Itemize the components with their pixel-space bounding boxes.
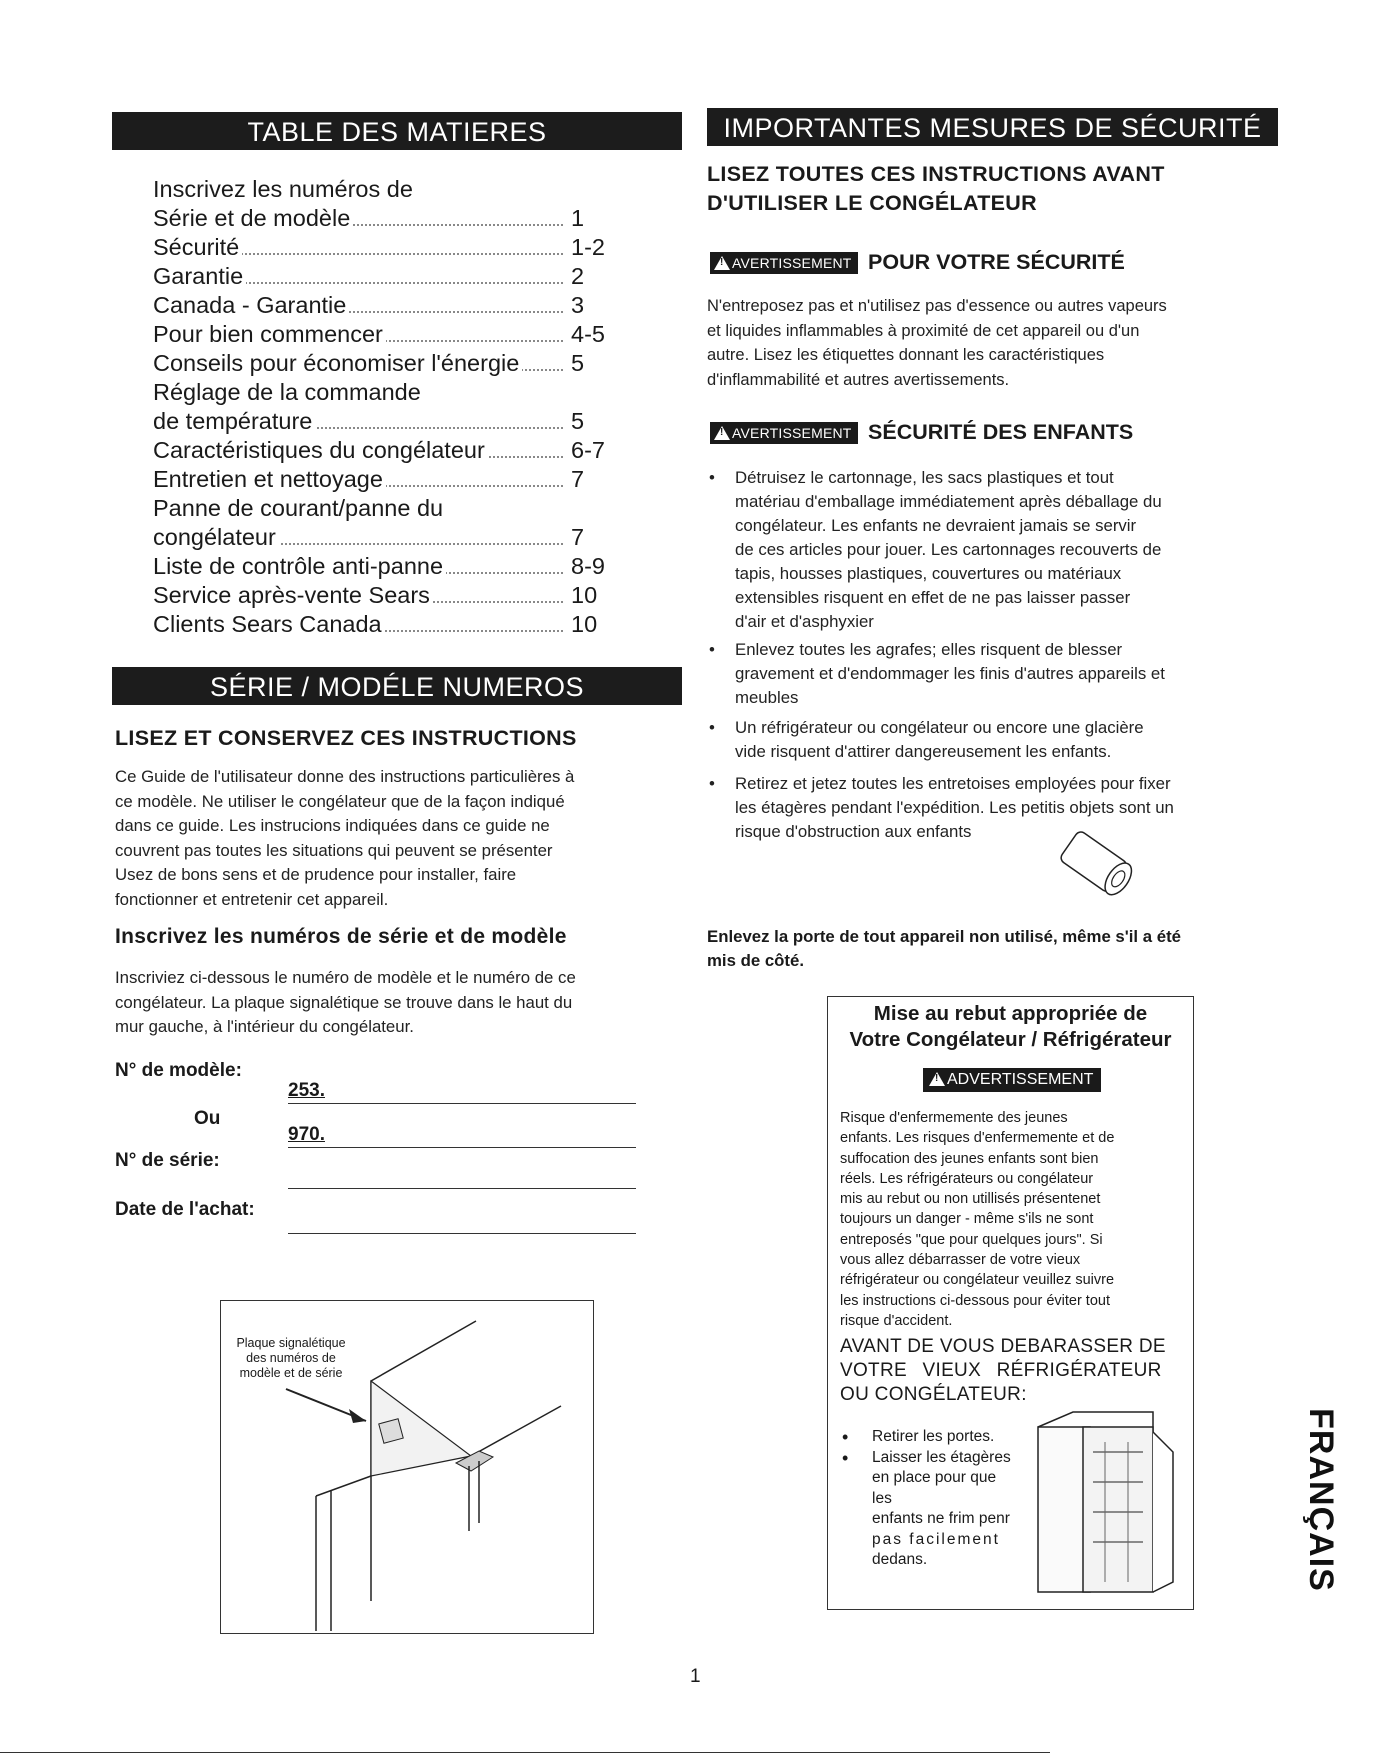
- enfants-bullet-line: meubles: [735, 688, 799, 707]
- serie-sub-body: [115, 966, 675, 1040]
- enfants-bullet-line: Détruisez le cartonnage, les sacs plastiques et tout: [735, 468, 1114, 487]
- dispose-body: [840, 1108, 1180, 1331]
- toc-entry: [153, 291, 603, 320]
- page-number: 1: [690, 1666, 701, 1687]
- toc-banner: [112, 112, 682, 150]
- toc-entry-label: Clients Sears Canada: [153, 610, 385, 639]
- bullet-dot: •: [842, 1447, 849, 1468]
- dispose-line: entreposés "que pour quelques jours". Si: [840, 1231, 1103, 1248]
- or-label: Ou: [194, 1108, 221, 1129]
- dispose-badge: [923, 1068, 1101, 1092]
- enfants-bullet-line: vide risquent d'attirer dangereusement les enfants.: [735, 742, 1112, 761]
- dispose-caps-line: OU CONGÉLATEUR:: [840, 1384, 1027, 1405]
- model-value[interactable]: 253.: [288, 1080, 325, 1101]
- bottom-rule: [0, 1752, 1050, 1753]
- enlevez-line: mis de côté.: [707, 951, 804, 970]
- bullet-dot: •: [709, 640, 715, 659]
- toc-entry-label: Garantie: [153, 262, 246, 291]
- model-label: N° de modèle:: [115, 1060, 242, 1081]
- serie-body-line: couvrent pas toutes les situations qui peuvent se présenter: [115, 840, 553, 860]
- language-side-tab: [1292, 1385, 1352, 1615]
- enfants-bullet-line: d'air et d'asphyxier: [735, 612, 874, 631]
- enfants-bullet-line: tapis, housses plastiques, couvertures ou matériaux: [735, 564, 1122, 583]
- enfants-bullet-line: risque d'obstruction aux enfants: [735, 822, 972, 841]
- toc-entry-page: 1-2: [571, 234, 605, 260]
- plate-illustration: [220, 1300, 594, 1634]
- dispose-badge-text: ADVERTISSEMENT: [947, 1071, 1094, 1088]
- warning-badge: [710, 252, 858, 274]
- dispose-line: vous allez débarrasser de votre vieux: [840, 1252, 1081, 1269]
- bullet-dot: •: [842, 1427, 849, 1447]
- dispose-bullet-text: Retirer les portes.: [872, 1428, 995, 1445]
- toc-entry-page: 6-7: [571, 437, 605, 463]
- serie-title: SÉRIE / MODÉLE NUMEROS: [209, 672, 585, 702]
- toc-text-line: Réglage de la commande: [153, 379, 421, 405]
- enfants-bullet-item: [709, 466, 1280, 634]
- dispose-line: réels. Les réfrigérateurs ou congélateur: [840, 1170, 1094, 1187]
- toc-entry-page: 8-9: [571, 553, 605, 579]
- toc-intro: Inscrivez les numéros de: [153, 176, 413, 202]
- warning-badge-text: AVERTISSEMENT: [732, 424, 852, 441]
- bullet-dot: •: [709, 468, 715, 487]
- pour-line: N'entreposez pas et n'utilisez pas d'essence ou autres vapeurs: [707, 297, 1167, 315]
- small-object-icon: [1040, 820, 1150, 910]
- pour-line: autre. Lisez les étiquettes donnant les caractéristiques: [707, 346, 1105, 364]
- dispose-bullet-item: [842, 1427, 1012, 1448]
- enfants-bullet-line: extensibles risquent en effet de ne pas laisser passer: [735, 588, 1131, 607]
- enfants-bullet-line: Retirez et jetez toutes les entretoises employées pour fixer: [735, 774, 1171, 793]
- dispose-bullet-text: en place pour que les: [872, 1469, 997, 1507]
- toc-entry-page: 5: [571, 408, 585, 434]
- dispose-line: risque d'accident.: [840, 1312, 953, 1329]
- plate-caption-line: des numéros de: [246, 1351, 336, 1365]
- enfants-bullet-line: Enlevez toutes les agrafes; elles risquent de blesser: [735, 640, 1123, 659]
- dispose-title-line: Votre Congélateur / Réfrigérateur: [849, 1028, 1172, 1051]
- serie-sub-line: Inscriviez ci-dessous le numéro de modèle et le numéro de ce: [115, 968, 576, 987]
- enlevez-line: Enlevez la porte de tout appareil non utilisé, même s'il a été: [707, 927, 1181, 946]
- warning-badge: [710, 422, 858, 444]
- serie-body-line: Usez de bons sens et de prudence pour installer, faire: [115, 865, 517, 884]
- safety-heading-line: LISEZ TOUTES CES INSTRUCTIONS AVANT: [707, 162, 1165, 186]
- dispose-line: mis au rebut ou non utillisés présentenet: [840, 1191, 1101, 1208]
- serie-sub-line: congélateur. La plaque signalétique se trouve dans le haut du: [115, 992, 573, 1012]
- date-label: Date de l'achat:: [115, 1199, 255, 1220]
- toc-entry-label: Service après-vente Sears: [153, 581, 433, 610]
- warning-triangle-icon: [929, 1072, 945, 1086]
- serie-banner: [112, 667, 682, 705]
- toc-entry-page: 1: [571, 205, 585, 231]
- toc-entry-page: 2: [571, 263, 585, 289]
- toc-entry: [153, 523, 603, 552]
- toc-entry-label: Sécurité: [153, 233, 242, 262]
- toc-entry-label: Liste de contrôle anti-panne: [153, 552, 446, 581]
- enfants-bullet-item: [709, 772, 1280, 844]
- toc-entry: [153, 581, 603, 610]
- toc-entry-page: 4-5: [571, 321, 605, 347]
- serie-subheading: Inscrivez les numéros de série et de modèle: [115, 925, 567, 948]
- enfants-bullet-line: de ces articles pour jouer. Les cartonnages recouverts de: [735, 540, 1162, 559]
- dispose-line: les instructions ci-dessous pour éviter tout: [840, 1292, 1110, 1309]
- dispose-bullets: [842, 1427, 1012, 1571]
- toc-entry-label: Conseils pour économiser l'énergie: [153, 349, 522, 378]
- toc-entry: [153, 465, 603, 494]
- toc-entry-label: congélateur: [153, 523, 279, 552]
- date-line[interactable]: [288, 1233, 636, 1234]
- safety-title: IMPORTANTES MESURES DE SÉCURITÉ: [723, 113, 1262, 143]
- safety-banner: [707, 108, 1278, 146]
- dispose-bullet-text: Laisser les étagères: [872, 1448, 1011, 1466]
- enfants-bullet-line: Un réfrigérateur ou congélateur ou encore une glacière: [735, 718, 1144, 737]
- enfants-bullet-item: [709, 716, 1280, 764]
- toc-entry-label: Série et de modèle: [153, 204, 353, 233]
- warning-triangle-icon: [714, 426, 730, 440]
- toc-entry-page: 5: [571, 350, 585, 376]
- or-value[interactable]: 970.: [288, 1124, 325, 1145]
- pour-line: et liquides inflammables à proximité de cet appareil ou d'un: [707, 321, 1140, 340]
- serie-body-line: fonctionner et entretenir cet appareil.: [115, 889, 389, 909]
- enfants-bullet-line: matériau d'emballage immédiatement après déballage du: [735, 492, 1162, 511]
- safety-heading: [707, 160, 1165, 218]
- toc-entry-label: Pour bien commencer: [153, 320, 386, 349]
- enfants-bullet-line: congélateur. Les enfants ne devraient jamais se servir: [735, 516, 1137, 535]
- plate-caption-line: Plaque signalétique: [236, 1336, 346, 1350]
- enfants-bullet-item: [709, 638, 1280, 710]
- toc-entry-label: Entretien et nettoyage: [153, 465, 386, 494]
- dispose-caps-line: VOTRE VIEUX RÉFRIGÉRATEUR: [840, 1360, 1162, 1381]
- dispose-box: [827, 996, 1194, 1610]
- serie-body-line: ce modèle. Ne utiliser le congélateur que de la façon indiqué: [115, 791, 565, 811]
- or-line: [288, 1147, 636, 1148]
- pour-body: [707, 294, 1277, 392]
- toc-entry-label: Caractéristiques du congélateur: [153, 436, 488, 465]
- toc-entry: [153, 233, 603, 262]
- dispose-caps-line: AVANT DE VOUS DEBARASSER DE: [840, 1336, 1166, 1357]
- toc-entry: [153, 349, 603, 378]
- dispose-line: réfrigérateur ou congélateur veuillez suivre: [840, 1272, 1115, 1289]
- serial-label: N° de série:: [115, 1150, 220, 1171]
- enfants-bullet-line: gravement et d'endommager les finis d'autres appareils et: [735, 664, 1165, 683]
- pour-line: d'inflammabilité et autres avertissements.: [707, 370, 1010, 389]
- toc-entry-page: 10: [571, 582, 598, 608]
- plate-caption-line: modèle et de série: [239, 1366, 343, 1380]
- dispose-title-line: Mise au rebut appropriée de: [873, 1002, 1148, 1025]
- dispose-title: [828, 1001, 1193, 1053]
- warning-triangle-icon: [714, 256, 730, 270]
- model-line: [288, 1103, 636, 1104]
- toc-entry: [153, 320, 603, 349]
- warning-badge-text: AVERTISSEMENT: [732, 254, 852, 271]
- serie-heading: LISEZ ET CONSERVEZ CES INSTRUCTIONS: [115, 726, 577, 750]
- enfants-heading: [710, 420, 1133, 445]
- enfants-bullet-line: les étagères pendant l'expédition. Les petitis objets sont un: [735, 798, 1174, 817]
- dispose-line: Risque d'enfermemente des jeunes: [840, 1110, 1068, 1126]
- toc-entry: [153, 262, 603, 291]
- dispose-line: toujours un danger - même s'ils ne sont: [840, 1211, 1094, 1228]
- toc-title: TABLE DES MATIERES: [247, 117, 547, 147]
- enlevez-text: [707, 925, 1181, 973]
- dispose-bullet-text: enfants ne frim penr: [872, 1510, 1010, 1527]
- serie-body: [115, 765, 675, 912]
- pour-title: POUR VOTRE SÉCURITÉ: [868, 250, 1125, 274]
- toc-entry: [153, 407, 603, 436]
- dispose-bullet-text: dedans.: [872, 1551, 928, 1568]
- toc-entry-label: Canada - Garantie: [153, 291, 349, 320]
- toc-text-line: Panne de courant/panne du: [153, 495, 444, 521]
- toc-entry-page: 3: [571, 292, 585, 318]
- toc-entry-page: 7: [571, 524, 585, 550]
- serial-line[interactable]: [288, 1188, 636, 1189]
- dispose-line: enfants. Les risques d'enfermemente et de: [840, 1130, 1115, 1147]
- serie-body-line: Ce Guide de l'utilisateur donne des instructions particulières à: [115, 767, 575, 786]
- toc-entry: [153, 204, 603, 233]
- toc-entry-label: de température: [153, 407, 315, 436]
- bullet-dot: •: [709, 718, 715, 737]
- dispose-line: suffocation des jeunes enfants sont bien: [840, 1150, 1099, 1167]
- bullet-dot: •: [709, 774, 715, 793]
- serie-body-line: dans ce guide. Les instrucions indiquées dans ce guide ne: [115, 816, 550, 835]
- dispose-bullet-item: [842, 1448, 1012, 1571]
- serie-sub-line: mur gauche, à l'intérieur du congélateur.: [115, 1017, 414, 1036]
- plate-caption: [221, 1336, 361, 1381]
- safety-heading-line: D'UTILISER LE CONGÉLATEUR: [707, 191, 1037, 215]
- toc-entry-page: 7: [571, 466, 585, 492]
- toc-entry: [153, 610, 603, 639]
- toc-entry-page: 10: [571, 611, 598, 637]
- enfants-title: SÉCURITÉ DES ENFANTS: [868, 420, 1134, 444]
- toc-entry: [153, 552, 603, 581]
- language-tab-label: FRANÇAIS: [1302, 1408, 1340, 1592]
- toc-entry: [153, 436, 603, 465]
- dispose-bullet-text: pas facilement: [872, 1530, 1000, 1548]
- pour-heading: [710, 250, 1125, 275]
- fridge-illustration: [1033, 1392, 1183, 1597]
